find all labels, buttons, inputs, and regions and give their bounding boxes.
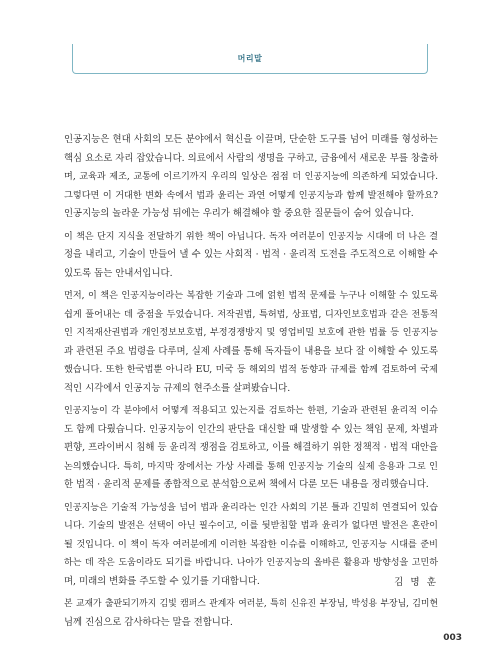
text-line: 도 함께 다뤘습니다. 인공지능이 인간의 판단을 대신할 때 발생할 수 있는 책임 문제, 차별과 <box>64 423 438 435</box>
text-line: 쉽게 풀어내는 데 중점을 두었습니다. 저작권법, 특허법, 상표법, 디자인보호법과 같은 전통적 <box>64 309 438 320</box>
text-line: 니다. 기술의 발전은 선택이 아닌 필수이고, 이를 뒷받침할 법과 윤리가 없다면 발전은 혼란이 <box>64 521 438 531</box>
paragraph <box>64 595 438 632</box>
text-line: 먼저, 이 책은 인공지능이라는 복잡한 기술과 그에 얽힌 법적 문제를 누구나 이해할 수 있도록 <box>64 291 438 301</box>
text-line: 인공지능은 현대 사회의 모든 분야에서 혁신을 이끌며, 단순한 도구를 넘어 미래를 형성하는 <box>64 134 438 145</box>
text-line: 될 것입니다. 이 책이 독자 여러분에게 이러한 복잡한 이슈를 이해하고, 인공지능 시대를 준비 <box>64 539 438 550</box>
paragraph <box>64 499 438 592</box>
section-title: 머리말 <box>237 54 263 63</box>
text-line: 며, 교육과 제조, 교통에 이르기까지 우리의 일상은 점점 더 인공지능에 의존하게 되었습니다. <box>64 172 438 182</box>
text-line: 그렇다면 이 거대한 변화 속에서 법과 윤리는 과연 어떻게 인공지능과 함께 발전해야 할까요? <box>64 189 438 201</box>
text-line: 본 교재가 출판되기까지 김빛 캠퍼스 관계자 여러분, 특히 신유진 부장님, 박성용 부장님, 김미현 <box>64 599 438 609</box>
text-line: 한 법적 · 윤리적 문제를 종합적으로 분석함으로써 책에서 다룬 모든 내용을 정리했습니다. <box>64 479 429 490</box>
text-line: 님께 진심으로 감사하다는 말을 전합니다. <box>64 616 233 628</box>
author-signature: 김 명 훈 <box>394 577 438 588</box>
text-line: 정을 내리고, 기술이 만들어 낼 수 있는 사회적 · 법적 · 윤리적 도전을 주도적으로 이해할 수 <box>64 249 438 260</box>
text-line: 인공지능이 각 분야에서 어떻게 적용되고 있는지를 검토하는 한편, 기술과 관련된 윤리적 이슈 <box>64 406 438 416</box>
text-line: 인공지능은 기술적 가능성을 넘어 법과 윤리라는 인간 사회의 기본 틀과 긴밀히 연결되어 있습 <box>64 502 438 513</box>
paragraph <box>64 131 438 224</box>
text-line: 핵심 요소로 자리 잡았습니다. 의료에서 사람의 생명을 구하고, 금융에서 새로운 부를 창출하 <box>64 152 438 164</box>
body-text <box>64 131 438 636</box>
text-line: 하는 데 작은 도움이라도 되기를 바랍니다. 나아가 인공지능의 올바른 활용과 방향성을 고민하 <box>64 558 438 568</box>
text-line: 며, 미래의 변화를 주도할 수 있기를 기대합니다. <box>64 575 260 587</box>
paragraph <box>64 228 438 284</box>
text-line: 했습니다. 또한 한국법뿐 아니라 EU, 미국 등 해외의 법적 동향과 규제를 함께 검토하여 국제 <box>64 364 438 375</box>
page-number: 003 <box>443 633 462 643</box>
text-line: 논의했습니다. 특히, 마지막 장에서는 가상 사례를 통해 인공지능 기술의 실제 응용과 그로 인 <box>64 461 438 472</box>
text-line: 인공지능의 놀라운 가능성 뒤에는 우리가 해결해야 할 중요한 질문들이 숨어 있습니다. <box>64 208 414 219</box>
text-line: 편향, 프라이버시 침해 등 윤리적 쟁점을 검토하고, 이를 해결하기 위한 정책적 · 법적 대안을 <box>64 442 438 453</box>
text-line: 적인 시각에서 인공지능 규제의 현주소를 살펴봤습니다. <box>64 382 291 394</box>
text-line: 있도록 돕는 안내서입니다. <box>64 267 173 279</box>
text-line: 인 지적재산권법과 개인정보보호법, 부정경쟁방지 및 영업비밀 보호에 관한 법률 등 인공지능 <box>64 328 438 338</box>
paragraph <box>64 402 438 495</box>
paragraph <box>64 287 438 398</box>
text-line: 이 책은 단지 지식을 전달하기 위한 책이 아닙니다. 독자 여러분이 인공지능 시대에 더 나은 결 <box>64 231 438 242</box>
text-line: 과 관련된 주요 법령을 다루며, 실제 사례를 통해 독자들이 내용을 보다 잘 이해할 수 있도록 <box>64 345 438 357</box>
